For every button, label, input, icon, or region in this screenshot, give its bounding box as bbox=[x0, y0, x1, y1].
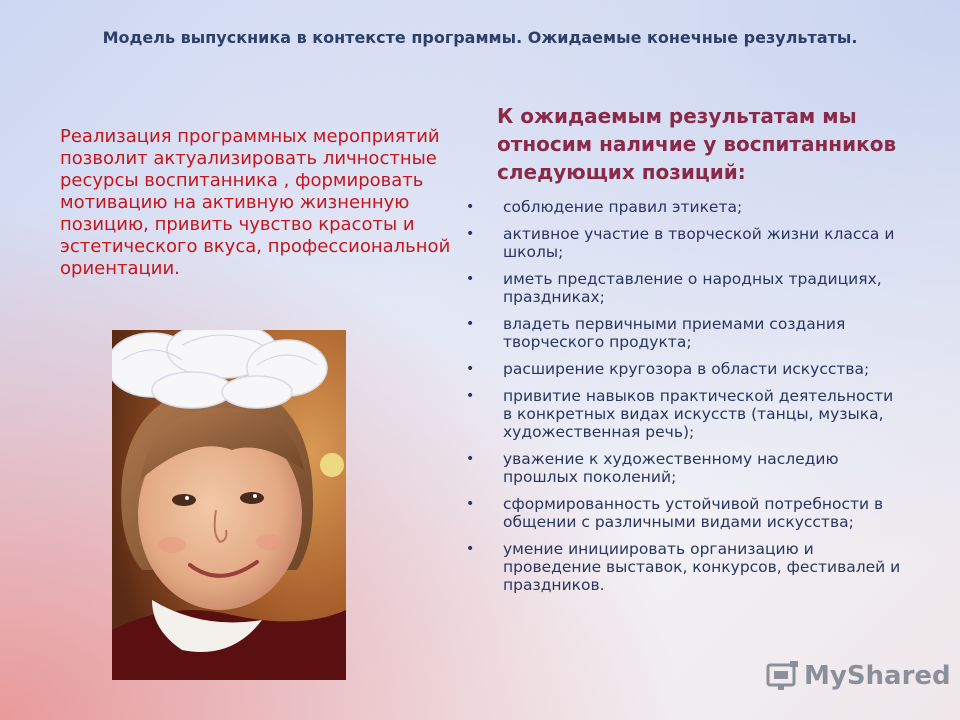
list-item bbox=[462, 450, 902, 486]
myshared-logo bbox=[766, 656, 951, 696]
bullet-icon: • bbox=[466, 316, 475, 332]
bullet-icon: • bbox=[466, 388, 475, 404]
list-item bbox=[462, 360, 902, 378]
list-item-text: расширение кругозора в области искусства; bbox=[503, 360, 870, 378]
list-item-text: активное участие в творческой жизни класса и школы; bbox=[503, 225, 895, 261]
list-item-text: умение инициировать организацию и проведение выставок, конкурсов, фестивалей и праздников. bbox=[503, 540, 901, 594]
results-heading: К ожидаемым результатам мы относим наличие у воспитанников следующих позиций: bbox=[497, 104, 897, 184]
list-item bbox=[462, 225, 902, 261]
child-portrait-illustration bbox=[112, 330, 346, 680]
list-item-text: владеть первичными приемами создания творческого продукта; bbox=[503, 315, 846, 351]
presentation-icon bbox=[766, 659, 800, 693]
bullet-icon: • bbox=[466, 226, 475, 242]
list-item bbox=[462, 540, 902, 594]
bullet-icon: • bbox=[466, 361, 475, 377]
list-item-text: привитие навыков практической деятельности в конкретных видах искусств (танцы, музыка, художественная речь); bbox=[503, 387, 894, 441]
slide-title: Модель выпускника в контексте программы. Ожидаемые конечные результаты. bbox=[102, 28, 858, 47]
list-item bbox=[462, 270, 902, 306]
list-item-text: уважение к художественному наследию прошлых поколений; bbox=[503, 450, 839, 486]
list-item bbox=[462, 495, 902, 531]
logo-text: MyShared bbox=[804, 661, 951, 691]
list-item bbox=[462, 387, 902, 441]
bullet-icon: • bbox=[466, 496, 475, 512]
program-description: Реализация программных мероприятий позволит актуализировать личностные ресурсы воспитанника , формировать мотивацию на активную жизненную позицию, привить чувство красоты и эстетического вкуса, профессиональной ориентации. bbox=[60, 126, 451, 279]
list-item-text: иметь представление о народных традициях, праздниках; bbox=[503, 270, 882, 306]
bullet-icon: • bbox=[466, 199, 475, 215]
list-item-text: соблюдение правил этикета; bbox=[503, 198, 743, 216]
list-item-text: сформированность устойчивой потребности в общении с различными видами искусства; bbox=[503, 495, 884, 531]
list-item bbox=[462, 198, 902, 216]
list-item bbox=[462, 315, 902, 351]
results-list bbox=[462, 198, 902, 603]
child-portrait-photo bbox=[112, 330, 346, 680]
bullet-icon: • bbox=[466, 271, 475, 287]
bullet-icon: • bbox=[466, 451, 475, 467]
bullet-icon: • bbox=[466, 541, 475, 557]
